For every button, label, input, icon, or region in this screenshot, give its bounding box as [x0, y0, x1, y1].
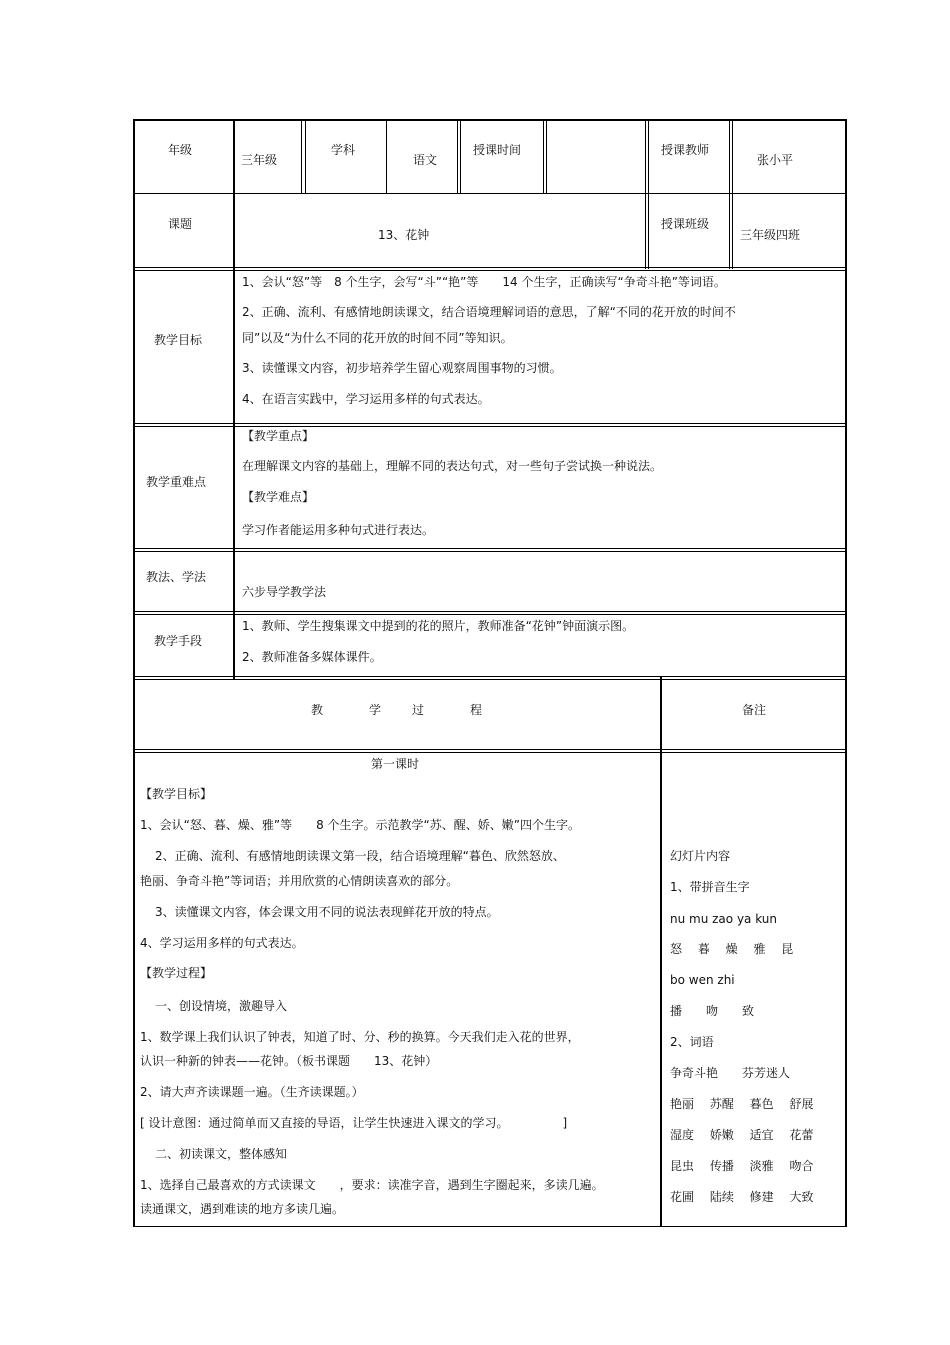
means-line: 2、教师准备多媒体课件。 — [242, 650, 382, 664]
process-line: 【教学目标】 — [140, 787, 213, 801]
keypoints-line: 【教学难点】 — [242, 490, 315, 504]
subject-value: 语文 — [413, 153, 438, 167]
goals-line: 4、在语言实践中，学习运用多样的句式表达。 — [242, 392, 490, 406]
process-line: 1、数学课上我们认识了钟表，知道了时、分、秒的换算。今天我们走入花的世界， — [140, 1030, 580, 1044]
goals-line: 3、读懂课文内容，初步培养学生留心观察周围事物的习惯。 — [242, 361, 562, 375]
remarks-line: 艳丽 苏醒 暮色 舒展 — [670, 1097, 814, 1111]
grade-label: 年级 — [168, 143, 193, 157]
remarks-header: 备注 — [742, 703, 767, 717]
remarks-line: 1、带拼音生字 — [670, 880, 750, 894]
keypoints-line: 学习作者能运用多种句式进行表达。 — [242, 523, 435, 537]
remarks-line: 幻灯片内容 — [670, 849, 731, 863]
means-line: 1、教师、学生搜集课文中提到的花的照片，教师准备“花钟”钟面演示图。 — [242, 619, 635, 633]
process-header-char: 学 — [369, 703, 382, 717]
class-value: 三年级四班 — [740, 228, 801, 242]
remarks-line: nu mu zao ya kun — [670, 912, 778, 926]
process-header-char: 程 — [470, 703, 483, 717]
remarks-line: 花圃 陆续 修建 大致 — [670, 1190, 814, 1204]
process-header-char: 教 — [311, 703, 324, 717]
process-line: 2、请大声齐读课题一遍。（生齐读课题。） — [140, 1085, 364, 1099]
goals-line: 1、会认“怒”等 8 个生字，会写“斗”“艳”等 14 个生字，正确读写“争奇斗艳”等词语。 — [242, 275, 726, 289]
teacher-value: 张小平 — [757, 153, 794, 167]
subject-label: 学科 — [331, 143, 356, 157]
process-line: 二、初读课文，整体感知 — [155, 1147, 288, 1161]
remarks-line: bo wen zhi — [670, 973, 735, 987]
process-line: 2、正确、流利、有感情地朗读课文第一段，结合语境理解“暮色、欣然怒放、 — [155, 849, 565, 863]
remarks-line: 怒 暮 燥 雅 昆 — [670, 942, 794, 956]
goals-line: 同”以及“为什么不同的花开放的时间不同”等知识。 — [242, 331, 513, 345]
remarks-line: 争奇斗艳 芬芳迷人 — [670, 1066, 791, 1080]
means-label: 教学手段 — [154, 634, 203, 648]
goals-label: 教学目标 — [154, 333, 203, 347]
method-value: 六步导学教学法 — [242, 585, 327, 599]
time-label: 授课时间 — [473, 143, 522, 157]
process-header-char: 过 — [412, 703, 425, 717]
process-line: 4、学习运用多样的句式表达。 — [140, 936, 304, 950]
topic-label: 课题 — [168, 217, 193, 231]
process-line: 【教学过程】 — [140, 966, 213, 980]
goals-line: 2、正确、流利、有感情地朗读课文，结合语境理解词语的意思，了解“不同的花开放的时间不 — [242, 305, 736, 319]
remarks-line: 播 吻 致 — [670, 1004, 755, 1018]
process-line: 1、选择自己最喜欢的方式读课文 ，要求：读准字音，遇到生字圈起来，多读几遍。 — [140, 1178, 604, 1192]
process-line: 3、读懂课文内容，体会课文用不同的说法表现鲜花开放的特点。 — [155, 905, 499, 919]
process-line: 读通课文，遇到难读的地方多读几遍。 — [140, 1202, 345, 1216]
topic-value: 13、花钟 — [378, 228, 430, 242]
grade-value: 三年级 — [241, 153, 278, 167]
remarks-line: 昆虫 传播 淡雅 吻合 — [670, 1159, 814, 1173]
method-label: 教法、学法 — [146, 570, 207, 584]
process-line: [ 设计意图：通过简单而又直接的导语，让学生快速进入课文的学习。 ] — [140, 1116, 568, 1130]
process-line: 1、会认“怒、暮、燥、雅”等 8 个生字。示范教学“苏、醒、娇、嫩”四个生字。 — [140, 818, 580, 832]
process-line: 第一课时 — [371, 757, 420, 771]
keypoints-line: 【教学重点】 — [242, 429, 315, 443]
remarks-line: 2、词语 — [670, 1035, 714, 1049]
process-line: 认识一种新的钟表——花钟。（板书课题 13、花钟） — [140, 1054, 438, 1068]
keypoints-line: 在理解课文内容的基础上，理解不同的表达句式，对一些句子尝试换一种说法。 — [242, 459, 663, 473]
teacher-label: 授课教师 — [661, 143, 710, 157]
remarks-line: 湿度 娇嫩 适宜 花蕾 — [670, 1128, 814, 1142]
keypoints-label: 教学重难点 — [146, 475, 207, 489]
process-line: 艳丽、争奇斗艳”等词语；并用欣赏的心情朗读喜欢的部分。 — [140, 874, 459, 888]
process-line: 一、创设情境，激趣导入 — [155, 999, 288, 1013]
class-label: 授课班级 — [661, 217, 710, 231]
